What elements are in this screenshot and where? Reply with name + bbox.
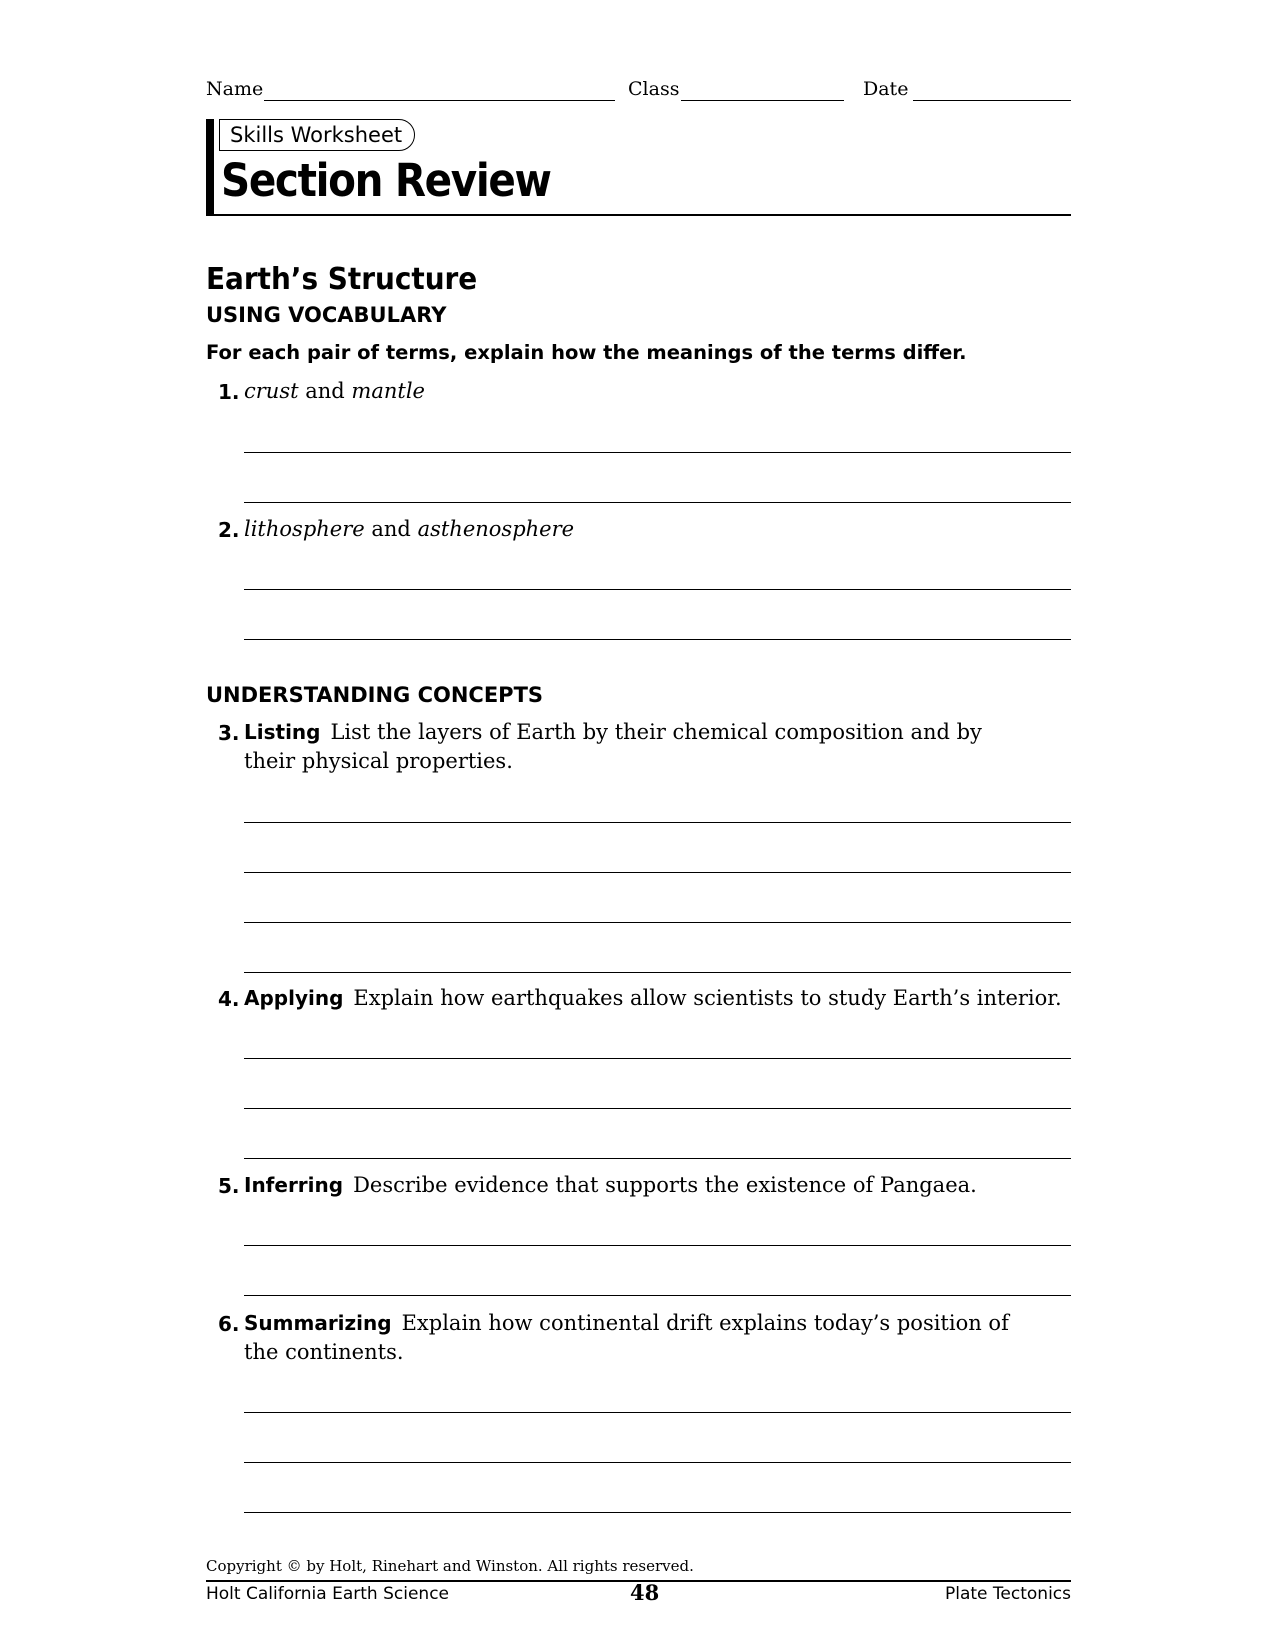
worksheet-type-badge: Skills Worksheet	[219, 119, 415, 151]
answer-line[interactable]	[244, 1462, 1071, 1463]
question-number: 6.	[218, 1312, 240, 1336]
answer-line[interactable]	[244, 822, 1071, 823]
answer-line[interactable]	[244, 872, 1071, 873]
question-4	[218, 984, 1068, 1013]
book-title: Holt California Earth Science	[206, 1584, 449, 1604]
question-6	[218, 1309, 1048, 1367]
connector: and	[371, 517, 411, 541]
question-number: 4.	[218, 987, 240, 1011]
question-text: Describe evidence that supports the existence of Pangaea.	[353, 1173, 977, 1197]
copyright-notice: Copyright © by Holt, Rinehart and Winston. All rights reserved.	[206, 1557, 694, 1575]
question-number: 3.	[218, 721, 240, 745]
date-field[interactable]	[913, 100, 1071, 101]
question-number: 2.	[218, 518, 240, 542]
answer-line[interactable]	[244, 589, 1071, 590]
answer-line[interactable]	[244, 972, 1071, 973]
class-label: Class	[628, 78, 680, 100]
name-field[interactable]	[264, 100, 615, 101]
question-text: Explain how earthquakes allow scientists to study Earth’s interior.	[353, 986, 1062, 1010]
answer-line[interactable]	[244, 452, 1071, 453]
answer-line[interactable]	[244, 639, 1071, 640]
question-number: 5.	[218, 1174, 240, 1198]
skill-label: Summarizing	[244, 1311, 392, 1335]
connector: and	[305, 379, 345, 403]
page-title: Section Review	[221, 154, 551, 207]
skill-label: Listing	[244, 720, 321, 744]
answer-line[interactable]	[244, 1058, 1071, 1059]
term-1: lithosphere	[244, 517, 365, 541]
class-field[interactable]	[681, 100, 844, 101]
chapter-title: Plate Tectonics	[945, 1584, 1071, 1604]
question-text: Explain how continental drift explains today’s position of the continents.	[244, 1311, 1009, 1364]
skill-label: Inferring	[244, 1173, 344, 1197]
section-title: Earth’s Structure	[206, 262, 478, 297]
question-text: List the layers of Earth by their chemical composition and by their physical properties.	[244, 720, 982, 773]
question-1	[218, 377, 1068, 406]
answer-line[interactable]	[244, 502, 1071, 503]
vocab-instructions: For each pair of terms, explain how the meanings of the terms differ.	[206, 341, 967, 364]
answer-line[interactable]	[244, 1512, 1071, 1513]
vocab-heading: USING VOCABULARY	[206, 303, 447, 327]
question-2	[218, 515, 1068, 544]
question-3	[218, 718, 1038, 776]
answer-line[interactable]	[244, 1412, 1071, 1413]
student-info-header	[206, 78, 1071, 104]
title-block	[206, 119, 1071, 216]
answer-line[interactable]	[244, 1295, 1071, 1296]
term-1: crust	[244, 379, 299, 403]
question-5	[218, 1171, 1068, 1200]
term-2: mantle	[351, 379, 425, 403]
concepts-heading: UNDERSTANDING CONCEPTS	[206, 683, 544, 707]
page-number: 48	[630, 1580, 660, 1605]
question-number: 1.	[218, 380, 240, 404]
name-label: Name	[206, 78, 264, 100]
answer-line[interactable]	[244, 922, 1071, 923]
skill-label: Applying	[244, 986, 344, 1010]
answer-line[interactable]	[244, 1158, 1071, 1159]
date-label: Date	[863, 78, 909, 100]
answer-line[interactable]	[244, 1108, 1071, 1109]
answer-line[interactable]	[244, 1245, 1071, 1246]
term-2: asthenosphere	[417, 517, 575, 541]
